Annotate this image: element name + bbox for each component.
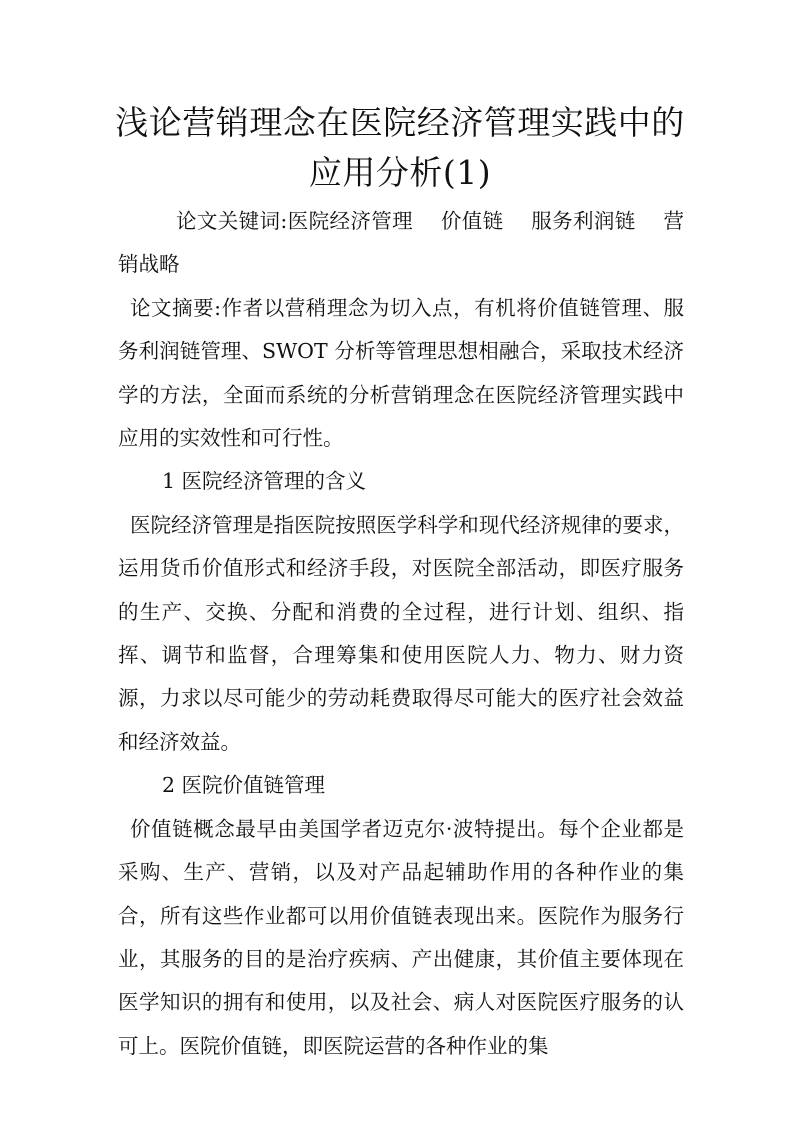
section-1-heading: 1 医院经济管理的含义 xyxy=(162,469,367,494)
abstract-paragraph: 论文摘要:作者以营稍理念为切入点，有机将价值链管理、服务利润链管理、SWOT 分析等管理思想相融合，采取技术经济学的方法，全面而系统的分析营销理念在医院经济管理实践中应用的实效性和可行性。 xyxy=(118,295,684,451)
section-2-heading: 2 医院价值链管理 xyxy=(162,773,326,798)
document-title: 浅论营销理念在医院经济管理实践中的应用分析(1) xyxy=(115,103,685,192)
section-2-paragraph: 价值链概念最早由美国学者迈克尔·波特提出。每个企业都是采购、生产、营销，以及对产品起辅助作用的各种作业的集合，所有这些作业都可以用价值链表现出来。医院作为服务行业，其服务的目的是治疗疾病、产出健康，其价值主要体现在医学知识的拥有和使用，以及社会、病人对医院医疗服务的认可上。医院价值链，即医院运营的各种作业的集 xyxy=(118,816,684,1058)
document-body xyxy=(118,200,684,1068)
keywords-paragraph: 论文关键词:医院经济管理 价值链 服务利润链 营销战略 xyxy=(118,209,684,277)
section-1-paragraph: 医院经济管理是指医院按照医学科学和现代经济规律的要求，运用货币价值形式和经济手段，对医院全部活动，即医疗服务的生产、交换、分配和消费的全过程，进行计划、组织、指挥、调节和监督，合理筹集和使用医院人力、物力、财力资源，力求以尽可能少的劳动耗费取得尽可能大的医疗社会效益和经济效益。 xyxy=(118,512,684,754)
